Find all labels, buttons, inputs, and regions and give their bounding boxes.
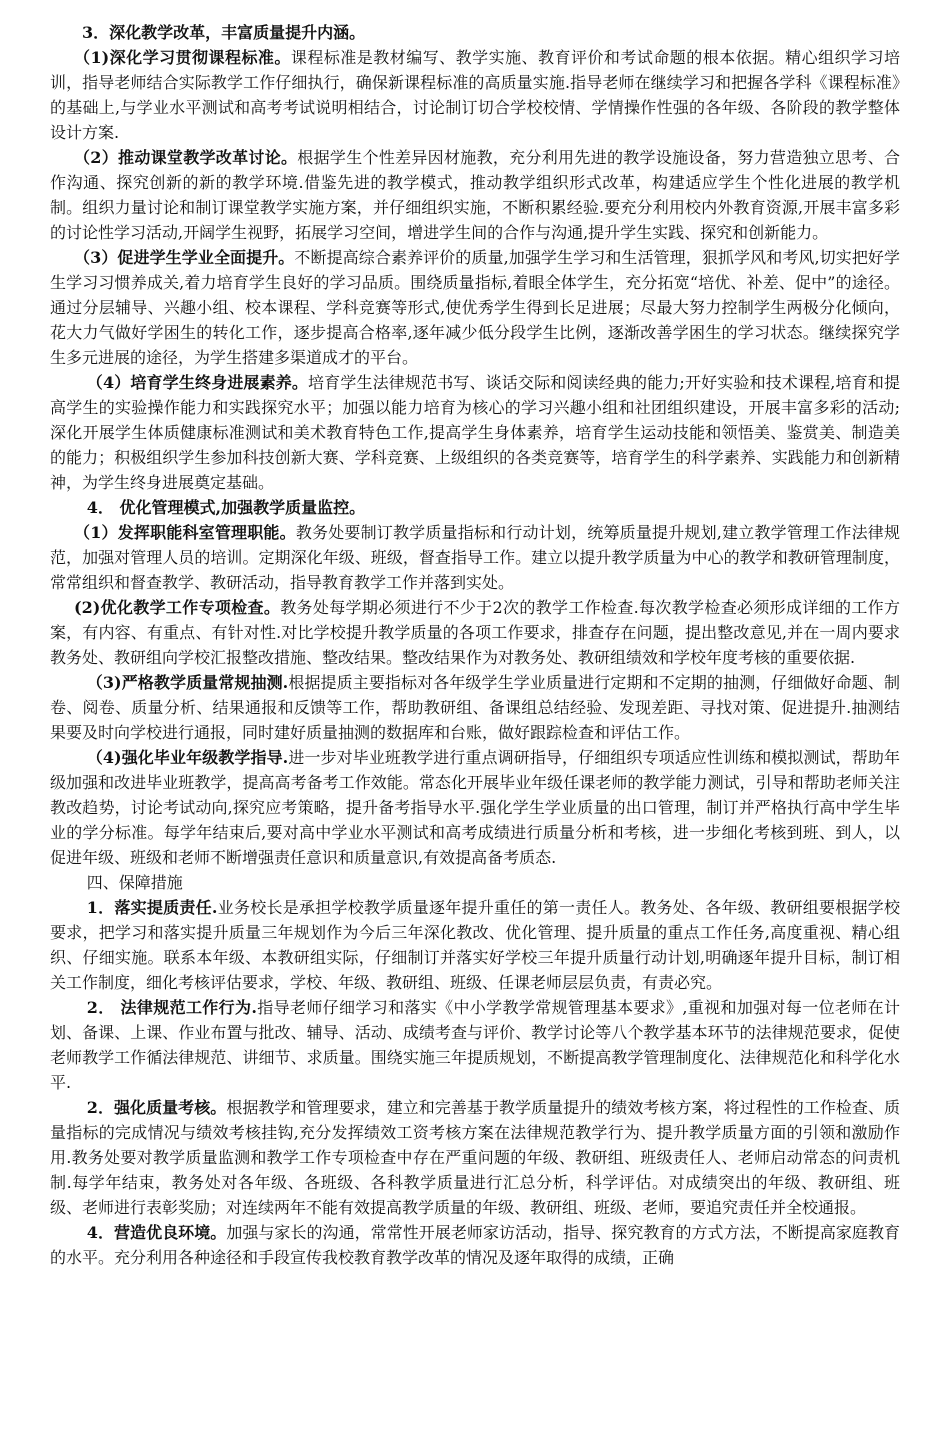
paragraph-lead: （4)强化毕业年级教学指导. bbox=[86, 748, 289, 767]
paragraph-body: 不断提高综合素养评价的质量,加强学生学习和生活管理，狠抓学风和考风,切实把好学生学习习惯养成关,着力培育学生良好的学习品质。围绕质量指标,着眼全体学生，充分拓宽“培优、补差、促中”的途径。通过分层辅导、兴趣小组、校本课程、学科竞赛等形式,使优秀学生得到长足进展；尽最大努力控制学生两极分化倾向，花大力气做好学困生的转化工作，逐步提高合格率,逐年减少低分段学生比例，逐渐改善学困生的学习状态。继续探究学生多元进展的途径，为学生搭建多渠道成才的平台。 bbox=[50, 248, 900, 367]
paragraph-4-4 bbox=[50, 745, 900, 870]
paragraph-body: 教务处每学期必须进行不少于2次的教学工作检查.每次教学检查必须形成详细的工作方案，有内容、有重点、有针对性.对比学校提升教学质量的各项工作要求，排查存在问题，提出整改意见,并在一周内要求教务处、教研组向学校汇报整改措施、整改结果。整改结果作为对教务处、教研组绩效和学校年度考核的重要依据. bbox=[50, 598, 900, 667]
paragraph-lead: （4）培育学生终身进展素养。 bbox=[86, 373, 309, 392]
paragraph-lead: (2)优化教学工作专项检查。 bbox=[74, 598, 281, 617]
paragraph-3-2 bbox=[50, 145, 900, 245]
paragraph-4-2 bbox=[50, 595, 900, 670]
paragraph-body: 根据学生个性差异因材施教，充分利用先进的教学设施设备，努力营造独立思考、合作沟通、探究创新的新的教学环境.借鉴先进的教学模式，推动教学组织形式改革，构建适应学生个性化进展的教学机制。组织力量讨论和制订课堂教学实施方案，并仔细组织实施，不断积累经验.要充分利用校内外教育资源,开展丰富多彩的讨论性学习活动,开阔学生视野，拓展学习空间，增进学生间的合作与沟通,提升学生实践、探究和创新能力。 bbox=[50, 148, 900, 242]
paragraph-lead: （1）发挥职能科室管理职能。 bbox=[74, 523, 296, 542]
section-4-heading: 4． 优化管理模式,加强教学质量监控。 bbox=[86, 498, 366, 517]
paragraph-lead: （2）推动课堂教学改革讨论。 bbox=[74, 148, 298, 167]
paragraph-lead: （1)深化学习贯彻课程标准。 bbox=[74, 48, 291, 67]
guarantee-heading: 四、保障措施 bbox=[86, 873, 183, 892]
paragraph-body: 教务处要制订教学质量指标和行动计划，统筹质量提升规划,建立教学管理工作法律规范，加强对管理人员的培训。定期深化年级、班级，督查指导工作。建立以提升教学质量为中心的教学和教研管理制度，常常组织和督查教学、教研活动，指导教育教学工作并落到实处。 bbox=[50, 523, 901, 592]
paragraph-body: 进一步对毕业班教学进行重点调研指导，仔细组织专项适应性训练和模拟测试，帮助年级加强和改进毕业班教学，提高高考备考工作效能。常态化开展毕业年级任课老师的教学能力测试，引导和帮助老师关注教改趋势，讨论考试动向,探究应考策略，提升备考指导水平.强化学生学业质量的出口管理，制订并严格执行高中学生毕业的学分标准。每学年结束后,要对高中学业水平测试和高考成绩进行质量分析和考核，进一步细化考核到班、到人，以促进年级、班级和老师不断增强责任意识和质量意识,有效提高备考质态. bbox=[50, 748, 900, 867]
paragraph-lead: 1．落实提质责任. bbox=[86, 898, 218, 917]
section-3-heading: 3．深化教学改革，丰富质量提升内涵。 bbox=[82, 23, 366, 42]
paragraph-lead: 4．营造优良环境。 bbox=[86, 1223, 227, 1242]
paragraph-body: 业务校长是承担学校教学质量逐年提升重任的第一责任人。教务处、各年级、教研组要根据学校要求，把学习和落实提升质量三年规划作为今后三年深化教改、优化管理、提升质量的重点工作任务,高度重视、精心组织、仔细实施。联系本年级、本教研组实际，仔细制订并落实好学校三年提升质量行动计划,明确逐年提升目标，制订相关工作制度，细化考核评估要求，学校、年级、教研组、班级、任课老师层层负责，有责必究。 bbox=[50, 898, 900, 992]
paragraph-3-4 bbox=[50, 370, 900, 495]
paragraph-body: 培育学生法律规范书写、谈话交际和阅读经典的能力;开好实验和技术课程,培育和提高学生的实验操作能力和实践探究水平；加强以能力培育为核心的学习兴趣小组和社团组织建设，开展丰富多彩的活动;深化开展学生体质健康标准测试和美术教育特色工作,提高学生身体素养，培育学生运动技能和领悟美、鉴赏美、制造美的能力；积极组织学生参加科技创新大赛、学科竞赛、上级组织的各类竞赛等，培育学生的科学素养、实践能力和创新精神，为学生终身进展奠定基础。 bbox=[50, 373, 900, 492]
paragraph-body: 课程标准是教材编写、教学实施、教育评价和考试命题的根本依据。精心组织学习培训，指导老师结合实际教学工作仔细执行，确保新课程标准的高质量实施.指导老师在继续学习和把握各学科《课程标准》的基础上,与学业水平测试和高考考试说明相结合，讨论制订切合学校校情、学情操作性强的各年级、各阶段的教学整体设计方案. bbox=[50, 48, 900, 142]
paragraph-body: 根据提质主要指标对各年级学生学业质量进行定期和不定期的抽测，仔细做好命题、制卷、阅卷、质量分析、结果通报和反馈等工作，帮助教研组、备课组总结经验、发现差距、寻找对策、促进提升.抽测结果要及时向学校进行通报，同时建好质量抽测的数据库和台账，做好跟踪检查和评估工作。 bbox=[50, 673, 900, 742]
paragraph-body: 指导老师仔细学习和落实《中小学教学常规管理基本要求》,重视和加强对每一位老师在计划、备课、上课、作业布置与批改、辅导、活动、成绩考查与评价、教学讨论等八个教学基本环节的法律规范要求，促使老师教学工作循法律规范、讲细节、求质量。围绕实施三年提质规划，不断提高教学管理制度化、法律规范化和科学化水平. bbox=[50, 998, 900, 1092]
paragraph-3-1 bbox=[50, 45, 900, 145]
paragraph-g-3 bbox=[50, 1095, 900, 1220]
paragraph-body: 根据教学和管理要求，建立和完善基于教学质量提升的绩效考核方案，将过程性的工作检查、质量指标的完成情况与绩效考核挂钩,充分发挥绩效工资考核方案在法律规范教学行为、提升教学质量方面的引领和激励作用.教务处要对教学质量监测和教学工作专项检查中存在严重问题的年级、教研组、班级责任人、老师启动常态的问责机制.每学年结束，教务处对各年级、各班级、各科教学质量进行汇总分析，科学评估。对成绩突出的年级、教研组、班级、老师进行表彰奖励；对连续两年不能有效提高教学质量的年级、教研组、班级、老师，要追究责任并全校通报。 bbox=[50, 1098, 900, 1217]
paragraph-4-1 bbox=[50, 520, 900, 595]
paragraph-g-2 bbox=[50, 995, 900, 1095]
paragraph-lead: 2． 法律规范工作行为. bbox=[86, 998, 257, 1017]
paragraph-lead: 2．强化质量考核。 bbox=[86, 1098, 227, 1117]
paragraph-lead: （3)严格教学质量常规抽测. bbox=[86, 673, 289, 692]
paragraph-3-3 bbox=[50, 245, 900, 370]
paragraph-4-3 bbox=[50, 670, 900, 745]
paragraph-body: 加强与家长的沟通，常常性开展老师家访活动，指导、探究教育的方式方法，不断提高家庭教育的水平。充分利用各种途径和手段宣传我校教育教学改革的情况及逐年取得的成绩，正确 bbox=[50, 1223, 900, 1267]
paragraph-g-1 bbox=[50, 895, 900, 995]
paragraph-g-4 bbox=[50, 1220, 900, 1270]
paragraph-lead: （3）促进学生学业全面提升。 bbox=[74, 248, 295, 267]
